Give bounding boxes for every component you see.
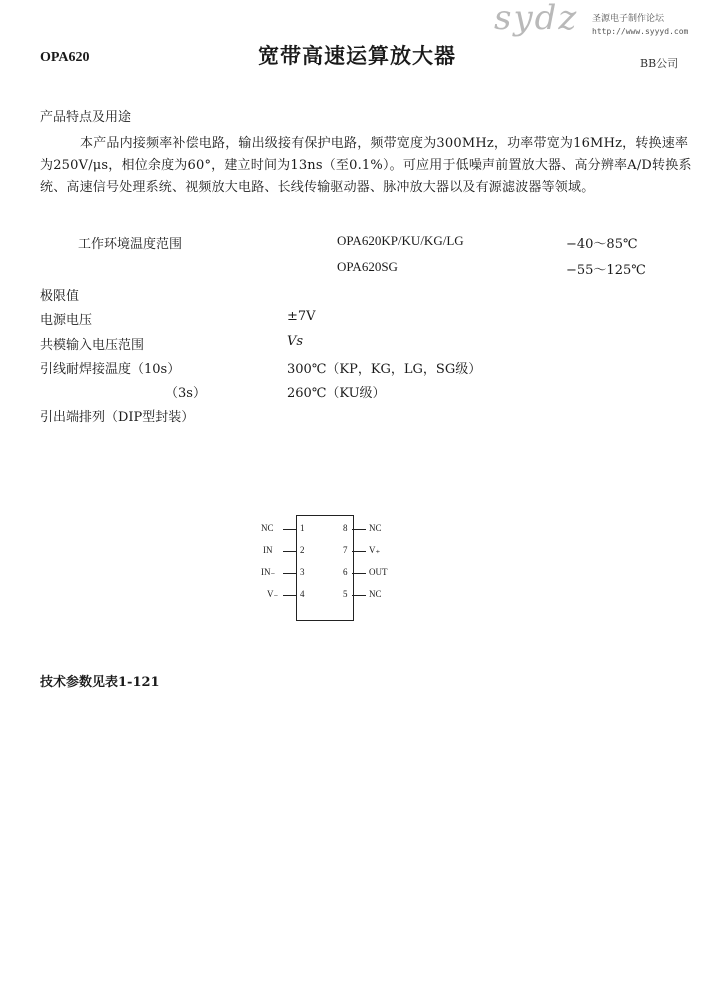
pin-line-1 — [283, 529, 297, 530]
pin-line-8 — [352, 529, 366, 530]
pin-name-6: OUT — [369, 567, 388, 577]
pin-number-8: 8 — [343, 523, 348, 533]
pin-line-2 — [283, 551, 297, 552]
dip-package-diagram — [255, 515, 405, 625]
pin-name-8: NC — [369, 523, 382, 533]
watermark-url: http://www.syyyd.com — [592, 27, 689, 36]
pin-name-3: IN₋ — [261, 567, 276, 577]
limits-heading: 极限值 — [40, 289, 80, 304]
pin-name-5: NC — [369, 589, 382, 599]
features-heading: 产品特点及用途 — [40, 110, 132, 125]
limit-value-solder-10s: 300℃（KP，KG，LG，SG级） — [287, 362, 482, 377]
pin-name-7: V₊ — [369, 545, 381, 555]
pin-number-2: 2 — [300, 545, 305, 555]
temp-model-1: OPA620KP/KU/KG/LG — [337, 233, 464, 248]
watermark-site-name: 圣源电子制作论坛 — [592, 14, 665, 24]
limit-value-supply: ±7V — [287, 309, 316, 324]
watermark — [488, 2, 702, 44]
pin-line-5 — [352, 595, 366, 596]
pin-line-6 — [352, 573, 366, 574]
watermark-logo: sydz — [494, 0, 579, 38]
pin-number-7: 7 — [343, 545, 348, 555]
features-paragraph: 本产品内接频率补偿电路，输出级接有保护电路，频带宽度为300MHz，功率带宽为16MHz，转换速率为250V/μs，相位余度为60°，建立时间为13ns（至0.1%）。可应用于低噪声前置放大器、高分辨率A/D转换系统、高速信号处理系统、视频放大电路、长线传输驱动器、脉冲放大器以及有源滤波器等领域。 — [40, 136, 692, 195]
pin-number-4: 4 — [300, 589, 305, 599]
limit-label-supply: 电源电压 — [40, 313, 93, 328]
pin-number-6: 6 — [343, 567, 348, 577]
pin-line-3 — [283, 573, 297, 574]
limit-value-cm: Vs — [287, 334, 304, 349]
part-number: OPA620 — [40, 50, 90, 65]
temp-range-2: −55～125℃ — [566, 263, 646, 278]
pin-name-4: V₋ — [267, 589, 279, 599]
temp-range-1: −40～85℃ — [566, 237, 638, 252]
manufacturer: BB公司 — [640, 57, 679, 70]
footer-note: 技术参数见表1-121 — [40, 675, 160, 690]
pin-name-1: NC — [261, 523, 274, 533]
temp-range-label: 工作环境温度范围 — [78, 237, 183, 252]
pin-number-3: 3 — [300, 567, 305, 577]
pin-number-5: 5 — [343, 589, 348, 599]
pin-line-7 — [352, 551, 366, 552]
limit-label-cm: 共模输入电压范围 — [40, 338, 145, 353]
page-title: 宽带高速运算放大器 — [258, 43, 456, 68]
pin-line-4 — [283, 595, 297, 596]
limit-label-solder-3s: （3s） — [165, 386, 206, 401]
pin-number-1: 1 — [300, 523, 305, 533]
pin-name-2: IN — [263, 545, 273, 555]
limit-label-solder-10s: 引线耐焊接温度（10s） — [40, 362, 181, 377]
temp-model-2: OPA620SG — [337, 259, 398, 274]
pinout-heading: 引出端排列（DIP型封装） — [40, 410, 195, 425]
limit-value-solder-3s: 260℃（KU级） — [287, 386, 386, 401]
